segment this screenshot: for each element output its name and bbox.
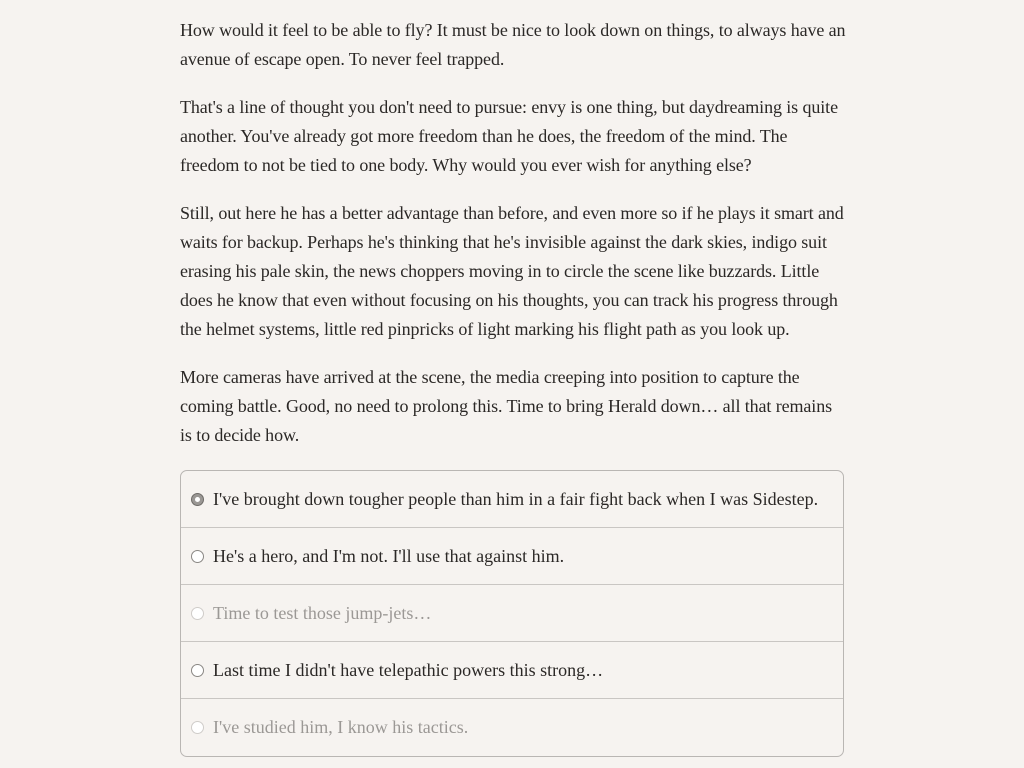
radio-selected-icon[interactable]: [191, 493, 204, 506]
story-paragraph: More cameras have arrived at the scene, the media creeping into position to capture the coming battle. Good, no need to prolong this. Time to bring Herald down… all that remains is to decide how.: [180, 367, 833, 445]
choice-option-5-disabled: [181, 699, 843, 756]
choice-label: Time to test those jump-jets…: [213, 602, 432, 623]
choice-list: [180, 470, 844, 757]
choice-label: I've studied him, I know his tactics.: [213, 717, 469, 737]
story-paragraph: How would it feel to be able to fly? It must be nice to look down on things, to always have an avenue of escape open. To never feel trapped.: [180, 20, 846, 69]
choice-option-3-disabled: [181, 585, 843, 642]
choice-option-4[interactable]: [181, 642, 843, 699]
story-paragraph: Still, out here he has a better advantage than before, and even more so if he plays it smart and waits for backup. Perhaps he's thinking that he's invisible against the dark skies, indigo suit erasing his pale skin, the news choppers moving in to circle the scene like buzzards. Little does he know that even without focusing on his thoughts, you can track his progress through the helmet systems, little red pinpricks of light marking his flight path as you look up.: [180, 203, 844, 339]
story-paragraph: That's a line of thought you don't need to pursue: envy is one thing, but daydreaming is quite another. You've already got more freedom than he does, the freedom of the mind. The freedom to not be tied to one body. Why would you ever wish for anything else?: [180, 97, 838, 175]
choice-label: I've brought down tougher people than him in a fair fight back when I was Sidestep.: [213, 488, 819, 509]
choice-option-2[interactable]: [181, 528, 843, 585]
radio-icon[interactable]: [191, 550, 204, 563]
radio-disabled-icon: [191, 721, 204, 734]
choice-label: He's a hero, and I'm not. I'll use that against him.: [213, 545, 565, 566]
story-text: [180, 16, 848, 469]
radio-icon[interactable]: [191, 664, 204, 677]
choice-label: Last time I didn't have telepathic powers this strong…: [213, 659, 604, 680]
radio-disabled-icon: [191, 607, 204, 620]
choice-option-1[interactable]: [181, 471, 843, 528]
